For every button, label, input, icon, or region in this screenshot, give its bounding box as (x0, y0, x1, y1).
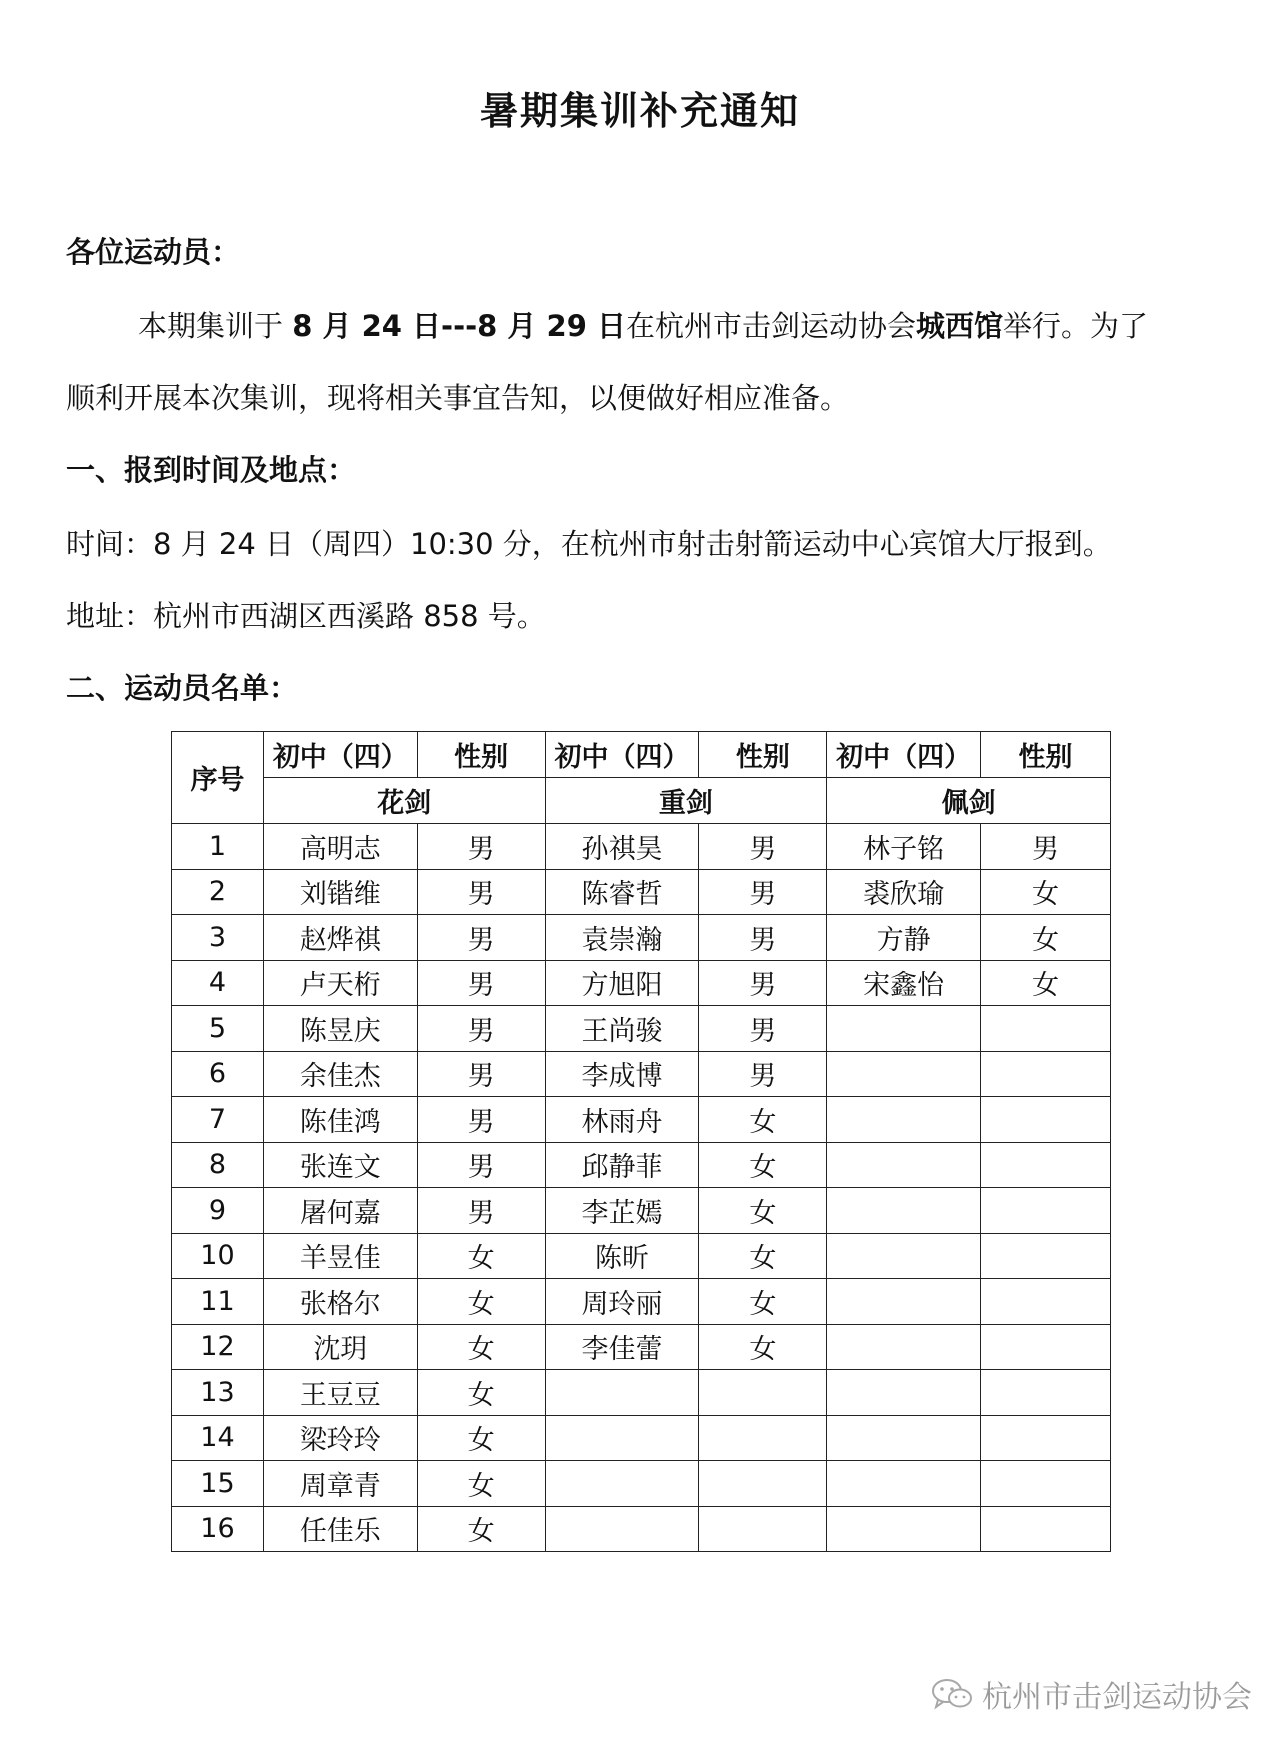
wechat-icon (930, 1677, 974, 1711)
sabre-name: 林子铭 (827, 824, 981, 870)
header-weapon-epee: 重剑 (545, 778, 827, 824)
table-row (172, 869, 1111, 915)
foil-gender: 男 (417, 1188, 545, 1234)
table-header-row (172, 732, 1111, 778)
sabre-name: 方静 (827, 915, 981, 961)
sabre-gender (981, 1097, 1111, 1143)
epee-gender: 女 (699, 1142, 827, 1188)
header-gender-sabre: 性别 (981, 732, 1111, 778)
section-1-heading: 一、报到时间及地点： (66, 453, 357, 487)
row-index: 9 (172, 1188, 264, 1234)
sabre-name (827, 1006, 981, 1052)
sabre-name (827, 1461, 981, 1507)
epee-gender: 男 (699, 869, 827, 915)
epee-name: 李成博 (545, 1051, 699, 1097)
sabre-gender: 女 (981, 915, 1111, 961)
table-row (172, 915, 1111, 961)
row-index: 4 (172, 960, 264, 1006)
sabre-name (827, 1097, 981, 1143)
sabre-name (827, 1415, 981, 1461)
foil-name: 王豆豆 (263, 1370, 417, 1416)
table-row (172, 1461, 1111, 1507)
foil-name: 沈玥 (263, 1324, 417, 1370)
table-row (172, 960, 1111, 1006)
foil-gender: 男 (417, 1097, 545, 1143)
table-row (172, 824, 1111, 870)
epee-gender: 男 (699, 824, 827, 870)
table-row (172, 1415, 1111, 1461)
table-row (172, 1097, 1111, 1143)
foil-name: 羊昱佳 (263, 1233, 417, 1279)
report-time: 时间：8 月 24 日（周四）10:30 分，在杭州市射击射箭运动中心宾馆大厅报到。 (66, 527, 1112, 561)
row-index: 11 (172, 1279, 264, 1325)
foil-gender: 女 (417, 1233, 545, 1279)
foil-gender: 女 (417, 1324, 545, 1370)
sabre-gender: 男 (981, 824, 1111, 870)
report-address: 地址：杭州市西湖区西溪路 858 号。 (66, 599, 546, 633)
epee-name: 李芷嫣 (545, 1188, 699, 1234)
sabre-gender (981, 1461, 1111, 1507)
page-title: 暑期集训补充通知 (479, 89, 800, 133)
epee-name (545, 1370, 699, 1416)
table-weapon-row (172, 778, 1111, 824)
foil-gender: 女 (417, 1279, 545, 1325)
epee-name (545, 1461, 699, 1507)
header-group-epee: 初中（四） (545, 732, 699, 778)
intro-part-3: 举行。为了 (1003, 309, 1149, 343)
epee-name: 方旭阳 (545, 960, 699, 1006)
epee-name: 陈昕 (545, 1233, 699, 1279)
epee-gender (699, 1506, 827, 1552)
sabre-name (827, 1142, 981, 1188)
foil-name: 张格尔 (263, 1279, 417, 1325)
epee-gender: 女 (699, 1233, 827, 1279)
table-body (172, 824, 1111, 1552)
sabre-gender (981, 1279, 1111, 1325)
foil-name: 梁玲玲 (263, 1415, 417, 1461)
row-index: 13 (172, 1370, 264, 1416)
header-weapon-foil: 花剑 (263, 778, 545, 824)
epee-name: 孙祺昊 (545, 824, 699, 870)
table-row (172, 1506, 1111, 1552)
sabre-gender (981, 1006, 1111, 1052)
row-index: 14 (172, 1415, 264, 1461)
epee-gender: 男 (699, 960, 827, 1006)
epee-name: 袁崇瀚 (545, 915, 699, 961)
sabre-name (827, 1370, 981, 1416)
foil-gender: 女 (417, 1461, 545, 1507)
foil-name: 余佳杰 (263, 1051, 417, 1097)
table-row (172, 1279, 1111, 1325)
header-group-foil: 初中（四） (263, 732, 417, 778)
epee-name: 陈睿哲 (545, 869, 699, 915)
row-index: 3 (172, 915, 264, 961)
header-index: 序号 (172, 732, 264, 824)
epee-name: 周玲丽 (545, 1279, 699, 1325)
epee-gender (699, 1461, 827, 1507)
foil-gender: 男 (417, 1051, 545, 1097)
watermark-text: 杭州市击剑运动协会 (982, 1680, 1252, 1715)
sabre-name (827, 1188, 981, 1234)
row-index: 6 (172, 1051, 264, 1097)
intro-line-1 (138, 306, 1148, 346)
sabre-gender: 女 (981, 869, 1111, 915)
sabre-name (827, 1233, 981, 1279)
sabre-gender: 女 (981, 960, 1111, 1006)
table-row (172, 1370, 1111, 1416)
sabre-gender (981, 1506, 1111, 1552)
foil-gender: 女 (417, 1370, 545, 1416)
foil-name: 高明志 (263, 824, 417, 870)
sabre-gender (981, 1370, 1111, 1416)
foil-name: 赵烨祺 (263, 915, 417, 961)
epee-name: 李佳蕾 (545, 1324, 699, 1370)
table-row (172, 1051, 1111, 1097)
epee-name: 邱静菲 (545, 1142, 699, 1188)
intro-part-1: 本期集训于 (138, 309, 293, 343)
sabre-name (827, 1506, 981, 1552)
row-index: 16 (172, 1506, 264, 1552)
foil-gender: 男 (417, 1142, 545, 1188)
row-index: 10 (172, 1233, 264, 1279)
sabre-name: 宋鑫怡 (827, 960, 981, 1006)
header-gender-foil: 性别 (417, 732, 545, 778)
epee-name: 林雨舟 (545, 1097, 699, 1143)
table-row (172, 1006, 1111, 1052)
foil-name: 卢天桁 (263, 960, 417, 1006)
epee-gender (699, 1370, 827, 1416)
foil-gender: 男 (417, 915, 545, 961)
watermark (930, 1672, 1252, 1716)
sabre-name (827, 1324, 981, 1370)
intro-part-2: 在杭州市击剑运动协会 (625, 309, 916, 343)
table-row (172, 1142, 1111, 1188)
table-row (172, 1324, 1111, 1370)
foil-name: 张连文 (263, 1142, 417, 1188)
sabre-gender (981, 1233, 1111, 1279)
epee-name (545, 1415, 699, 1461)
foil-gender: 女 (417, 1415, 545, 1461)
epee-gender: 男 (699, 1051, 827, 1097)
epee-gender (699, 1415, 827, 1461)
header-group-sabre: 初中（四） (827, 732, 981, 778)
epee-gender: 女 (699, 1188, 827, 1234)
row-index: 1 (172, 824, 264, 870)
sabre-gender (981, 1324, 1111, 1370)
epee-gender: 女 (699, 1097, 827, 1143)
epee-gender: 男 (699, 915, 827, 961)
epee-name (545, 1506, 699, 1552)
greeting: 各位运动员： (66, 235, 241, 269)
sabre-name (827, 1279, 981, 1325)
epee-gender: 女 (699, 1279, 827, 1325)
foil-name: 周章青 (263, 1461, 417, 1507)
foil-name: 任佳乐 (263, 1506, 417, 1552)
sabre-name: 裘欣瑜 (827, 869, 981, 915)
foil-name: 屠何嘉 (263, 1188, 417, 1234)
row-index: 2 (172, 869, 264, 915)
foil-gender: 男 (417, 824, 545, 870)
row-index: 7 (172, 1097, 264, 1143)
row-index: 5 (172, 1006, 264, 1052)
epee-gender: 女 (699, 1324, 827, 1370)
sabre-gender (981, 1051, 1111, 1097)
sabre-gender (981, 1415, 1111, 1461)
table-row (172, 1233, 1111, 1279)
sabre-name (827, 1051, 981, 1097)
foil-gender: 男 (417, 869, 545, 915)
header-weapon-sabre: 佩剑 (827, 778, 1111, 824)
intro-date-range: 8 月 24 日---8 月 29 日 (292, 309, 626, 343)
epee-name: 王尚骏 (545, 1006, 699, 1052)
epee-gender: 男 (699, 1006, 827, 1052)
foil-gender: 女 (417, 1506, 545, 1552)
sabre-gender (981, 1142, 1111, 1188)
header-gender-epee: 性别 (699, 732, 827, 778)
foil-name: 陈佳鸿 (263, 1097, 417, 1143)
foil-gender: 男 (417, 1006, 545, 1052)
foil-gender: 男 (417, 960, 545, 1006)
row-index: 8 (172, 1142, 264, 1188)
foil-name: 陈昱庆 (263, 1006, 417, 1052)
section-2-heading: 二、运动员名单： (66, 671, 299, 705)
athlete-roster-table (171, 731, 1111, 1552)
intro-line-2: 顺利开展本次集训，现将相关事宜告知，以便做好相应准备。 (66, 381, 850, 415)
row-index: 12 (172, 1324, 264, 1370)
intro-venue: 城西馆 (916, 309, 1004, 343)
table-row (172, 1188, 1111, 1234)
sabre-gender (981, 1188, 1111, 1234)
row-index: 15 (172, 1461, 264, 1507)
foil-name: 刘锴维 (263, 869, 417, 915)
